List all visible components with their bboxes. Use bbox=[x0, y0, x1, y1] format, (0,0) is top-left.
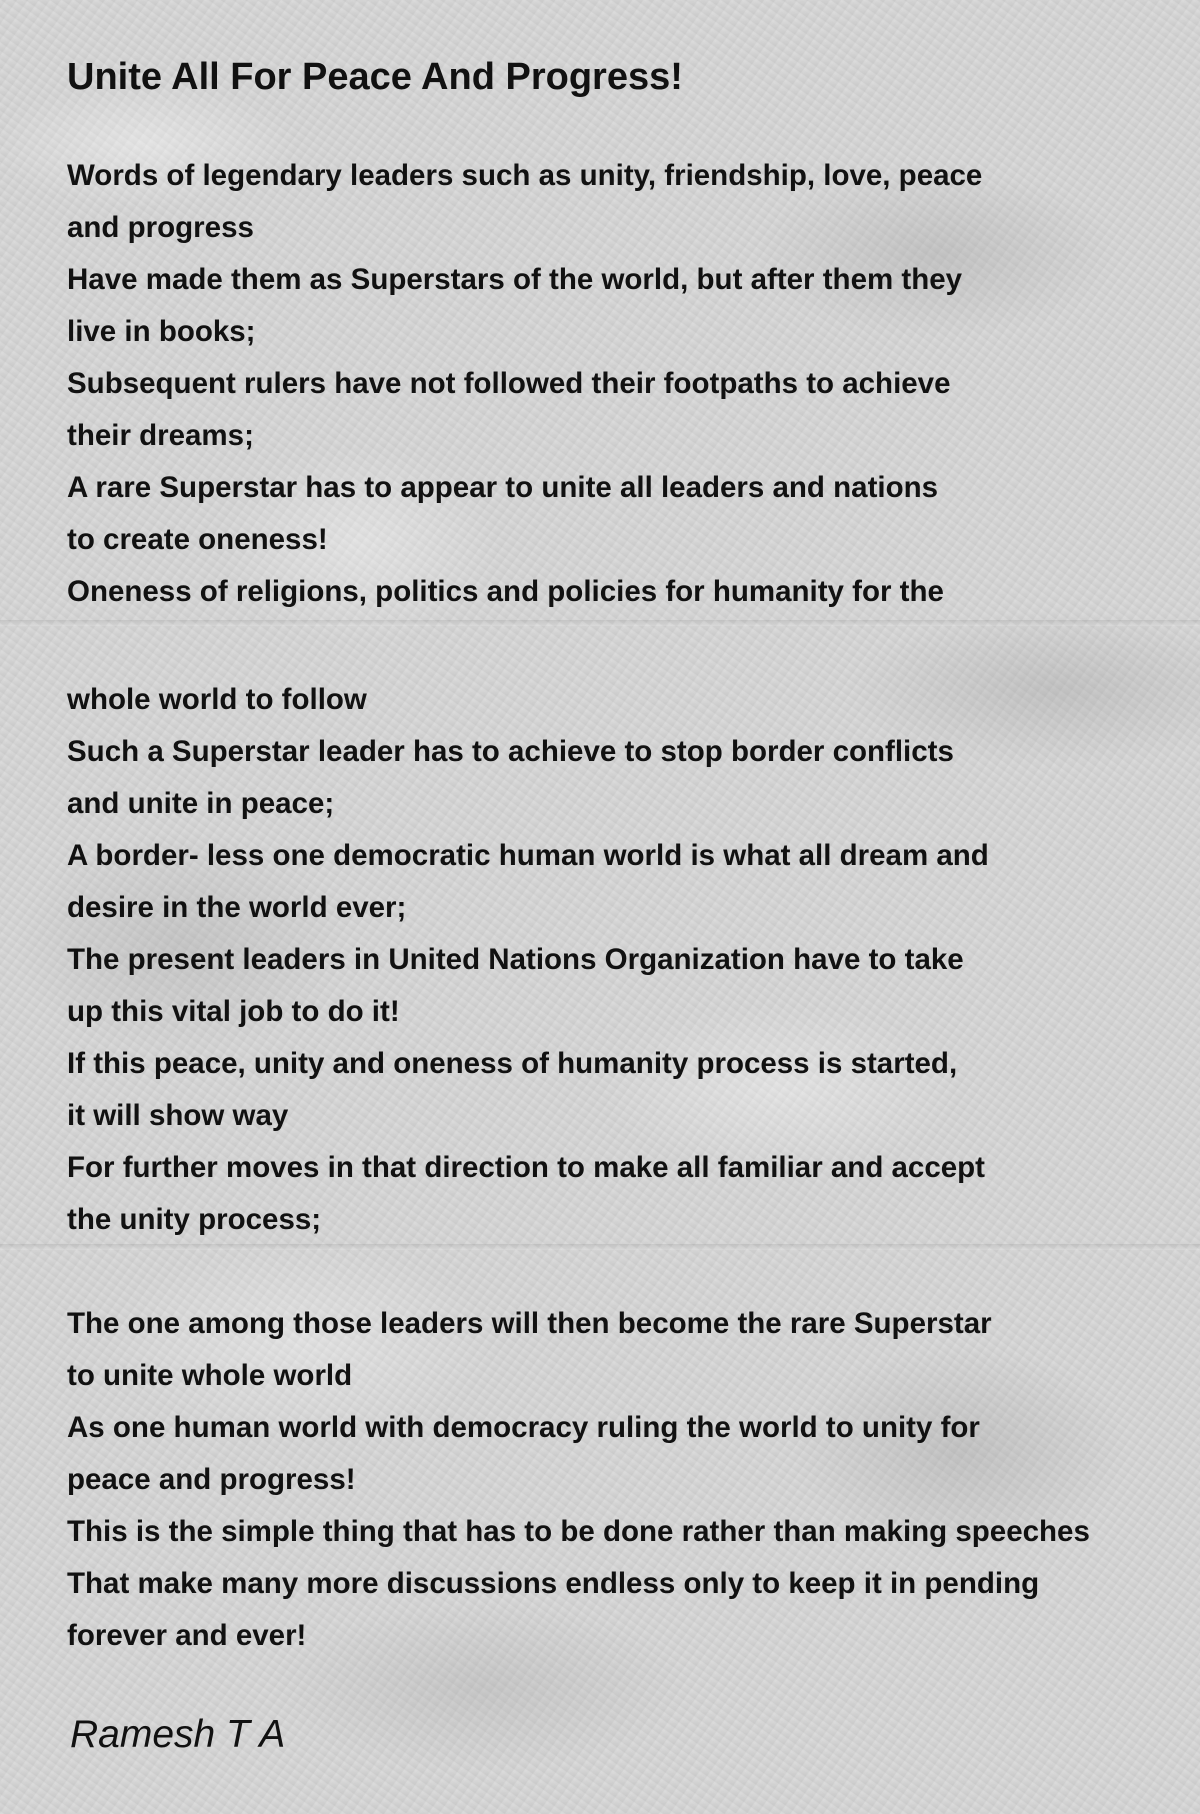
poem-line: to create oneness! bbox=[67, 523, 328, 556]
poem-line: Have made them as Superstars of the world, but after them they bbox=[67, 263, 963, 296]
poem-line: A rare Superstar has to appear to unite all leaders and nations bbox=[67, 471, 939, 504]
background-seam bbox=[0, 620, 1200, 626]
poem-line: up this vital job to do it! bbox=[67, 995, 400, 1028]
poem-line: peace and progress! bbox=[67, 1463, 356, 1496]
poem-author: Ramesh T A bbox=[70, 1713, 286, 1756]
poem-line: their dreams; bbox=[67, 419, 254, 452]
poem-line: desire in the world ever; bbox=[67, 891, 407, 924]
poem-line: and progress bbox=[67, 211, 254, 244]
stanza-1 bbox=[67, 150, 982, 618]
poem-line: to unite whole world bbox=[67, 1359, 353, 1392]
poem-line: That make many more discussions endless only to keep it in pending bbox=[67, 1567, 1040, 1600]
poem-line: Such a Superstar leader has to achieve to stop border conflicts bbox=[67, 735, 954, 768]
poem-line: Words of legendary leaders such as unity, friendship, love, peace bbox=[67, 159, 983, 192]
poem-title: Unite All For Peace And Progress! bbox=[67, 56, 683, 98]
poem-line: Subsequent rulers have not followed their footpaths to achieve bbox=[67, 367, 951, 400]
poem-line: The present leaders in United Nations Organization have to take bbox=[67, 943, 964, 976]
poem-line: forever and ever! bbox=[67, 1619, 307, 1652]
stanza-3 bbox=[67, 1298, 1090, 1662]
poem-line: If this peace, unity and oneness of humanity process is started, bbox=[67, 1047, 958, 1080]
poem-line: whole world to follow bbox=[67, 683, 367, 716]
poem-line: it will show way bbox=[67, 1099, 289, 1132]
poem-line: A border- less one democratic human world is what all dream and bbox=[67, 839, 989, 872]
poem-line: This is the simple thing that has to be done rather than making speeches bbox=[67, 1515, 1090, 1548]
stanza-2 bbox=[67, 674, 989, 1246]
poem-line: live in books; bbox=[67, 315, 256, 348]
poem-line: and unite in peace; bbox=[67, 787, 335, 820]
poem-line: For further moves in that direction to make all familiar and accept bbox=[67, 1151, 986, 1184]
poem-line: As one human world with democracy ruling the world to unity for bbox=[67, 1411, 980, 1444]
poem-line: Oneness of religions, politics and policies for humanity for the bbox=[67, 575, 944, 608]
poem-line: the unity process; bbox=[67, 1203, 322, 1236]
poem-line: The one among those leaders will then become the rare Superstar bbox=[67, 1307, 992, 1340]
